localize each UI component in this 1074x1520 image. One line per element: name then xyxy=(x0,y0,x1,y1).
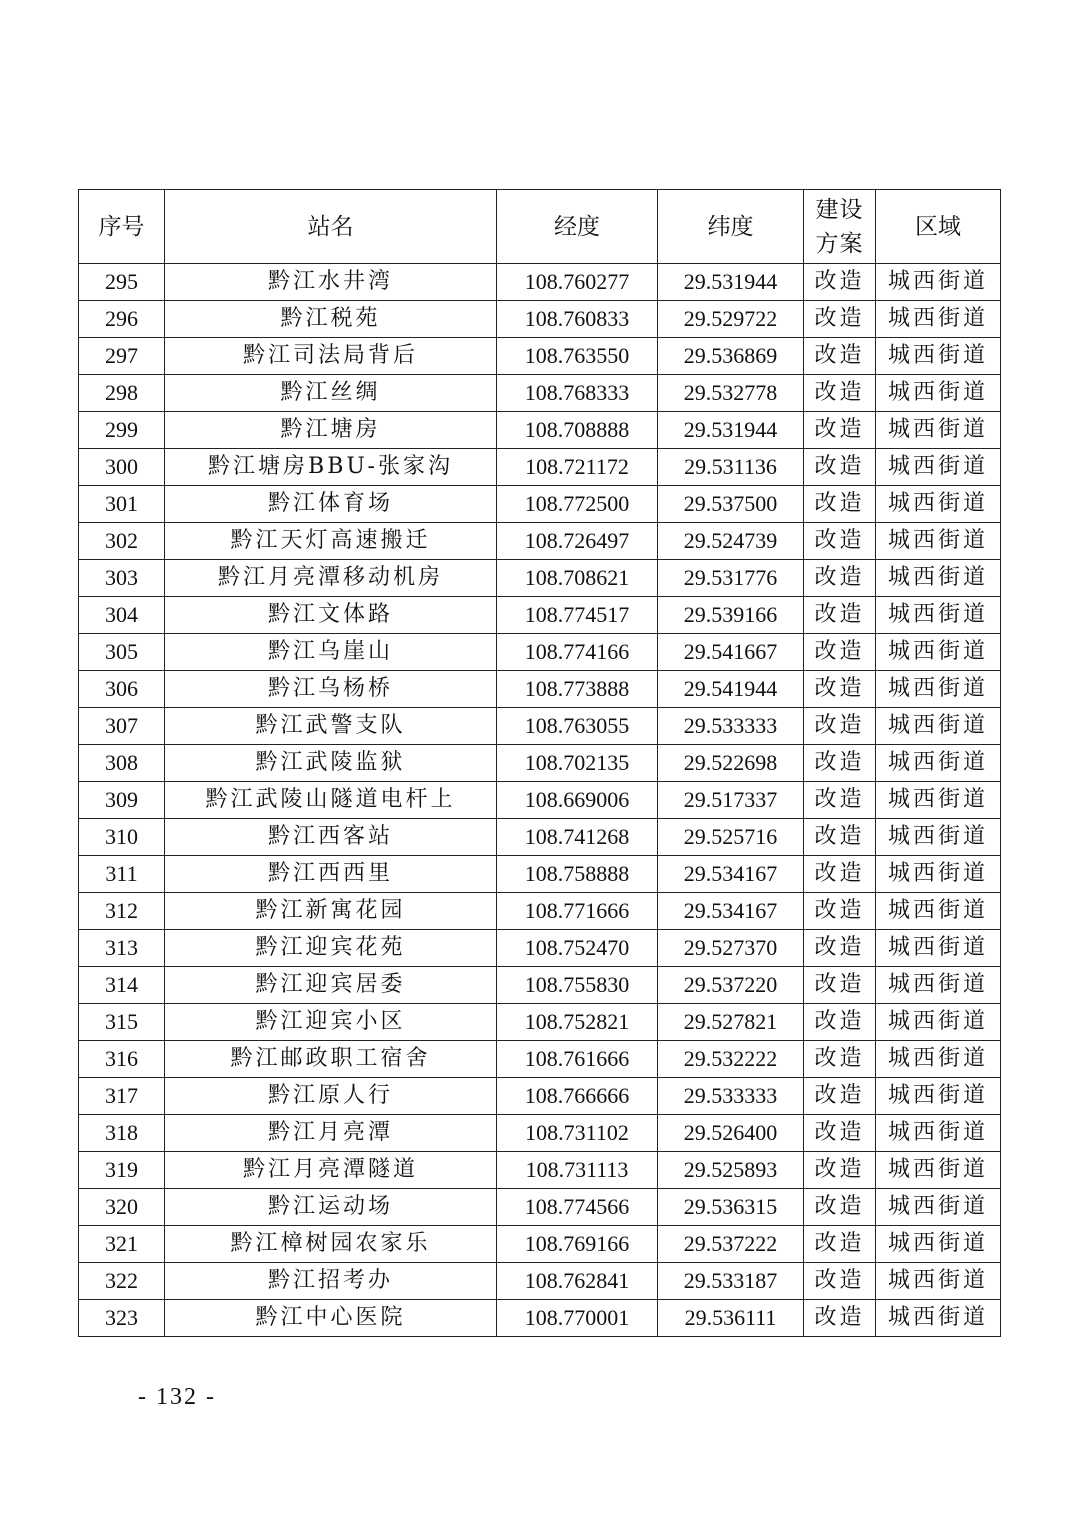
cell-station-name: 黔江樟树园农家乐 xyxy=(165,1226,497,1263)
cell-latitude: 29.527821 xyxy=(658,1004,804,1041)
cell-station-name: 黔江乌崖山 xyxy=(165,634,497,671)
cell-longitude: 108.771666 xyxy=(497,893,658,930)
cell-plan: 改造 xyxy=(804,338,876,375)
cell-longitude: 108.774166 xyxy=(497,634,658,671)
cell-station-name: 黔江月亮潭 xyxy=(165,1115,497,1152)
cell-longitude: 108.752821 xyxy=(497,1004,658,1041)
cell-station-name: 黔江司法局背后 xyxy=(165,338,497,375)
cell-longitude: 108.760277 xyxy=(497,264,658,301)
cell-plan: 改造 xyxy=(804,893,876,930)
cell-seq: 313 xyxy=(79,930,165,967)
table-row xyxy=(79,375,1001,412)
cell-station-name: 黔江迎宾居委 xyxy=(165,967,497,1004)
cell-latitude: 29.532222 xyxy=(658,1041,804,1078)
cell-plan: 改造 xyxy=(804,856,876,893)
cell-longitude: 108.766666 xyxy=(497,1078,658,1115)
header-plan: 建设方案 xyxy=(804,190,876,264)
cell-seq: 301 xyxy=(79,486,165,523)
header-seq: 序号 xyxy=(79,190,165,264)
cell-region: 城西街道 xyxy=(876,893,1001,930)
cell-longitude: 108.752470 xyxy=(497,930,658,967)
cell-station-name: 黔江运动场 xyxy=(165,1189,497,1226)
cell-plan: 改造 xyxy=(804,1078,876,1115)
cell-latitude: 29.525716 xyxy=(658,819,804,856)
cell-latitude: 29.541667 xyxy=(658,634,804,671)
cell-station-name: 黔江迎宾花苑 xyxy=(165,930,497,967)
cell-seq: 321 xyxy=(79,1226,165,1263)
cell-plan: 改造 xyxy=(804,301,876,338)
cell-plan: 改造 xyxy=(804,264,876,301)
cell-station-name: 黔江新寓花园 xyxy=(165,893,497,930)
cell-region: 城西街道 xyxy=(876,375,1001,412)
cell-longitude: 108.741268 xyxy=(497,819,658,856)
table-row xyxy=(79,523,1001,560)
cell-plan: 改造 xyxy=(804,708,876,745)
table-row xyxy=(79,449,1001,486)
cell-station-name: 黔江税苑 xyxy=(165,301,497,338)
cell-seq: 300 xyxy=(79,449,165,486)
table-row xyxy=(79,1041,1001,1078)
cell-region: 城西街道 xyxy=(876,412,1001,449)
cell-seq: 303 xyxy=(79,560,165,597)
cell-longitude: 108.774566 xyxy=(497,1189,658,1226)
cell-plan: 改造 xyxy=(804,486,876,523)
cell-longitude: 108.768333 xyxy=(497,375,658,412)
cell-plan: 改造 xyxy=(804,560,876,597)
cell-seq: 316 xyxy=(79,1041,165,1078)
cell-longitude: 108.769166 xyxy=(497,1226,658,1263)
table-row xyxy=(79,1078,1001,1115)
table-row xyxy=(79,412,1001,449)
cell-longitude: 108.726497 xyxy=(497,523,658,560)
cell-station-name: 黔江西西里 xyxy=(165,856,497,893)
cell-region: 城西街道 xyxy=(876,486,1001,523)
cell-station-name: 黔江武警支队 xyxy=(165,708,497,745)
cell-region: 城西街道 xyxy=(876,338,1001,375)
cell-region: 城西街道 xyxy=(876,1189,1001,1226)
cell-plan: 改造 xyxy=(804,745,876,782)
cell-plan: 改造 xyxy=(804,523,876,560)
cell-station-name: 黔江体育场 xyxy=(165,486,497,523)
cell-seq: 310 xyxy=(79,819,165,856)
cell-latitude: 29.524739 xyxy=(658,523,804,560)
cell-station-name: 黔江水井湾 xyxy=(165,264,497,301)
cell-plan: 改造 xyxy=(804,782,876,819)
cell-longitude: 108.731113 xyxy=(497,1152,658,1189)
cell-station-name: 黔江月亮潭隧道 xyxy=(165,1152,497,1189)
cell-region: 城西街道 xyxy=(876,449,1001,486)
cell-latitude: 29.531944 xyxy=(658,412,804,449)
cell-latitude: 29.526400 xyxy=(658,1115,804,1152)
cell-region: 城西街道 xyxy=(876,1078,1001,1115)
cell-seq: 302 xyxy=(79,523,165,560)
cell-latitude: 29.533333 xyxy=(658,708,804,745)
cell-station-name: 黔江文体路 xyxy=(165,597,497,634)
table-row xyxy=(79,1189,1001,1226)
cell-seq: 308 xyxy=(79,745,165,782)
station-table xyxy=(78,189,1001,1337)
table-row xyxy=(79,1263,1001,1300)
table-row xyxy=(79,486,1001,523)
cell-seq: 305 xyxy=(79,634,165,671)
cell-longitude: 108.755830 xyxy=(497,967,658,1004)
cell-seq: 297 xyxy=(79,338,165,375)
cell-longitude: 108.669006 xyxy=(497,782,658,819)
cell-seq: 322 xyxy=(79,1263,165,1300)
cell-plan: 改造 xyxy=(804,1189,876,1226)
cell-latitude: 29.533333 xyxy=(658,1078,804,1115)
table-row xyxy=(79,745,1001,782)
table-row xyxy=(79,597,1001,634)
cell-longitude: 108.758888 xyxy=(497,856,658,893)
cell-region: 城西街道 xyxy=(876,782,1001,819)
cell-seq: 319 xyxy=(79,1152,165,1189)
cell-latitude: 29.522698 xyxy=(658,745,804,782)
cell-plan: 改造 xyxy=(804,412,876,449)
cell-region: 城西街道 xyxy=(876,1041,1001,1078)
table-row xyxy=(79,671,1001,708)
cell-latitude: 29.534167 xyxy=(658,893,804,930)
cell-region: 城西街道 xyxy=(876,671,1001,708)
cell-seq: 314 xyxy=(79,967,165,1004)
cell-latitude: 29.525893 xyxy=(658,1152,804,1189)
cell-station-name: 黔江中心医院 xyxy=(165,1300,497,1337)
cell-region: 城西街道 xyxy=(876,708,1001,745)
cell-region: 城西街道 xyxy=(876,264,1001,301)
cell-plan: 改造 xyxy=(804,634,876,671)
table-row xyxy=(79,338,1001,375)
cell-latitude: 29.537220 xyxy=(658,967,804,1004)
cell-plan: 改造 xyxy=(804,1300,876,1337)
cell-longitude: 108.772500 xyxy=(497,486,658,523)
cell-longitude: 108.708621 xyxy=(497,560,658,597)
cell-region: 城西街道 xyxy=(876,1152,1001,1189)
cell-latitude: 29.536111 xyxy=(658,1300,804,1337)
cell-seq: 317 xyxy=(79,1078,165,1115)
cell-region: 城西街道 xyxy=(876,523,1001,560)
cell-longitude: 108.721172 xyxy=(497,449,658,486)
cell-latitude: 29.533187 xyxy=(658,1263,804,1300)
table-row xyxy=(79,1226,1001,1263)
cell-seq: 299 xyxy=(79,412,165,449)
cell-seq: 318 xyxy=(79,1115,165,1152)
cell-plan: 改造 xyxy=(804,967,876,1004)
cell-region: 城西街道 xyxy=(876,560,1001,597)
cell-seq: 312 xyxy=(79,893,165,930)
cell-latitude: 29.531136 xyxy=(658,449,804,486)
page-number: - 132 - xyxy=(138,1384,216,1410)
cell-plan: 改造 xyxy=(804,1115,876,1152)
cell-longitude: 108.774517 xyxy=(497,597,658,634)
cell-latitude: 29.531776 xyxy=(658,560,804,597)
cell-region: 城西街道 xyxy=(876,597,1001,634)
cell-seq: 315 xyxy=(79,1004,165,1041)
cell-longitude: 108.773888 xyxy=(497,671,658,708)
cell-latitude: 29.532778 xyxy=(658,375,804,412)
cell-seq: 295 xyxy=(79,264,165,301)
cell-latitude: 29.539166 xyxy=(658,597,804,634)
cell-station-name: 黔江乌杨桥 xyxy=(165,671,497,708)
cell-seq: 304 xyxy=(79,597,165,634)
table-row xyxy=(79,930,1001,967)
cell-longitude: 108.708888 xyxy=(497,412,658,449)
header-name: 站名 xyxy=(165,190,497,264)
cell-region: 城西街道 xyxy=(876,930,1001,967)
cell-seq: 296 xyxy=(79,301,165,338)
cell-station-name: 黔江邮政职工宿舍 xyxy=(165,1041,497,1078)
cell-station-name: 黔江迎宾小区 xyxy=(165,1004,497,1041)
cell-plan: 改造 xyxy=(804,1263,876,1300)
cell-region: 城西街道 xyxy=(876,301,1001,338)
header-latitude: 纬度 xyxy=(658,190,804,264)
cell-station-name: 黔江天灯高速搬迁 xyxy=(165,523,497,560)
cell-region: 城西街道 xyxy=(876,1300,1001,1337)
cell-region: 城西街道 xyxy=(876,819,1001,856)
table-row xyxy=(79,856,1001,893)
table-row xyxy=(79,893,1001,930)
cell-region: 城西街道 xyxy=(876,1115,1001,1152)
cell-seq: 306 xyxy=(79,671,165,708)
table-row xyxy=(79,967,1001,1004)
cell-station-name: 黔江原人行 xyxy=(165,1078,497,1115)
table-row xyxy=(79,708,1001,745)
cell-longitude: 108.761666 xyxy=(497,1041,658,1078)
cell-plan: 改造 xyxy=(804,1226,876,1263)
table-row xyxy=(79,1300,1001,1337)
cell-region: 城西街道 xyxy=(876,967,1001,1004)
cell-longitude: 108.763550 xyxy=(497,338,658,375)
cell-latitude: 29.529722 xyxy=(658,301,804,338)
table-row xyxy=(79,264,1001,301)
table-row xyxy=(79,301,1001,338)
header-region: 区域 xyxy=(876,190,1001,264)
cell-station-name: 黔江西客站 xyxy=(165,819,497,856)
cell-plan: 改造 xyxy=(804,1152,876,1189)
cell-latitude: 29.534167 xyxy=(658,856,804,893)
table-row xyxy=(79,560,1001,597)
cell-station-name: 黔江塘房 xyxy=(165,412,497,449)
cell-station-name: 黔江月亮潭移动机房 xyxy=(165,560,497,597)
cell-region: 城西街道 xyxy=(876,1263,1001,1300)
cell-region: 城西街道 xyxy=(876,1226,1001,1263)
cell-seq: 320 xyxy=(79,1189,165,1226)
cell-latitude: 29.527370 xyxy=(658,930,804,967)
cell-region: 城西街道 xyxy=(876,745,1001,782)
cell-longitude: 108.770001 xyxy=(497,1300,658,1337)
cell-plan: 改造 xyxy=(804,375,876,412)
table-row xyxy=(79,782,1001,819)
cell-plan: 改造 xyxy=(804,1041,876,1078)
cell-station-name: 黔江塘房BBU-张家沟 xyxy=(165,449,497,486)
table-row xyxy=(79,1152,1001,1189)
table-row xyxy=(79,819,1001,856)
cell-seq: 298 xyxy=(79,375,165,412)
cell-longitude: 108.731102 xyxy=(497,1115,658,1152)
cell-region: 城西街道 xyxy=(876,1004,1001,1041)
cell-longitude: 108.760833 xyxy=(497,301,658,338)
table-row xyxy=(79,634,1001,671)
cell-seq: 323 xyxy=(79,1300,165,1337)
cell-station-name: 黔江武陵监狱 xyxy=(165,745,497,782)
cell-longitude: 108.702135 xyxy=(497,745,658,782)
cell-latitude: 29.536869 xyxy=(658,338,804,375)
cell-latitude: 29.537222 xyxy=(658,1226,804,1263)
cell-latitude: 29.541944 xyxy=(658,671,804,708)
table-body xyxy=(79,264,1001,1337)
table-header-row xyxy=(79,190,1001,264)
cell-seq: 309 xyxy=(79,782,165,819)
cell-latitude: 29.517337 xyxy=(658,782,804,819)
header-longitude: 经度 xyxy=(497,190,658,264)
table-row xyxy=(79,1004,1001,1041)
cell-seq: 311 xyxy=(79,856,165,893)
cell-latitude: 29.531944 xyxy=(658,264,804,301)
cell-latitude: 29.537500 xyxy=(658,486,804,523)
cell-latitude: 29.536315 xyxy=(658,1189,804,1226)
cell-station-name: 黔江武陵山隧道电杆上 xyxy=(165,782,497,819)
cell-plan: 改造 xyxy=(804,449,876,486)
cell-station-name: 黔江丝绸 xyxy=(165,375,497,412)
cell-longitude: 108.762841 xyxy=(497,1263,658,1300)
cell-plan: 改造 xyxy=(804,930,876,967)
cell-plan: 改造 xyxy=(804,671,876,708)
table-row xyxy=(79,1115,1001,1152)
cell-plan: 改造 xyxy=(804,1004,876,1041)
cell-plan: 改造 xyxy=(804,819,876,856)
cell-region: 城西街道 xyxy=(876,856,1001,893)
cell-seq: 307 xyxy=(79,708,165,745)
cell-longitude: 108.763055 xyxy=(497,708,658,745)
cell-region: 城西街道 xyxy=(876,634,1001,671)
cell-station-name: 黔江招考办 xyxy=(165,1263,497,1300)
cell-plan: 改造 xyxy=(804,597,876,634)
